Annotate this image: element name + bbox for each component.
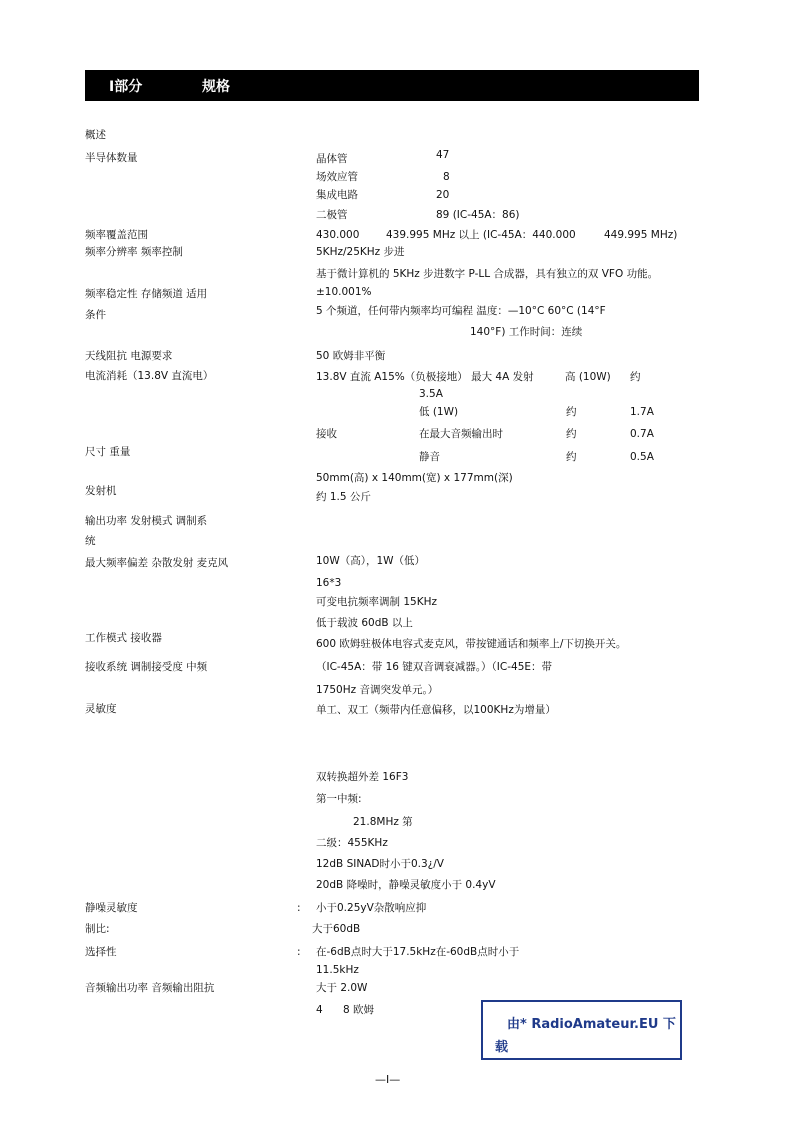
tx-low-value: 1.7A	[630, 406, 654, 418]
audio-impedance-a: 4	[316, 1004, 323, 1016]
diode-label: 二极管	[316, 209, 348, 221]
tx-spurious: 低于载波 60dB 以上	[316, 617, 413, 629]
rx-sensitivity-2: 20dB 降噪时，静噪灵敏度小于 0.4yV	[316, 879, 496, 891]
spec-label: 制比:	[85, 923, 110, 935]
rx-rejection-ratio: 大于60dB	[312, 923, 361, 935]
audio-impedance-b: 8 欧姆	[343, 1004, 375, 1016]
about-text: 约	[566, 451, 577, 463]
spec-label: 频率稳定性 存储频道 适用	[85, 288, 208, 300]
power-supply-value: 3.5A	[419, 388, 443, 400]
spec-label: 最大频率偏差 杂散发射 麦克风	[85, 557, 229, 569]
memory-channels-line2: 140°F) 工作时间：连续	[470, 326, 583, 338]
freq-range-mid: 439.995 MHz 以上 (IC-45A：440.000	[386, 229, 576, 241]
tx-output-power: 10W（高），1W（低）	[316, 555, 426, 567]
antenna-impedance: 50 欧姆非平衡	[316, 350, 386, 362]
rx-label: 接收	[316, 428, 337, 440]
spec-label: 工作模式 接收器	[85, 632, 162, 644]
section-title: 规格	[202, 79, 230, 95]
freq-control: 基于微计算机的 5KHz 步进数字 P-LL 合成器，具有独立的双 VFO 功能。	[316, 268, 659, 280]
tx-low-label: 低 (1W)	[419, 406, 459, 418]
memory-channels-line1: 5 个频道，任何带内频率均可编程 温度：—10°C 60°C (14°F	[316, 305, 606, 317]
ic-label: 集成电路	[316, 189, 358, 201]
ic-count: 20	[436, 189, 450, 201]
spec-label: 输出功率 发射模式 调制系	[85, 515, 208, 527]
spec-label: 概述	[85, 129, 106, 141]
spec-label: 尺寸 重量	[85, 446, 131, 458]
rx-sensitivity-1: 12dB SINAD时小于0.3¿/V	[316, 858, 444, 870]
spec-label: 统	[85, 535, 96, 547]
rx-squelch-value: 0.5A	[630, 451, 654, 463]
spec-label: 频率分辨率 频率控制	[85, 246, 183, 258]
rx-if1-value: 21.8MHz 第	[353, 816, 413, 828]
spec-label: 选择性	[85, 946, 117, 958]
spec-label: 接收系统 调制接受度 中频	[85, 661, 208, 673]
page-number: —I—	[375, 1073, 401, 1086]
tx-microphone: 600 欧姆驻极体电容式麦克风，带按键通话和频率上/下切换开关。	[316, 638, 627, 650]
spec-label: 静噪灵敏度	[85, 902, 138, 914]
freq-range-end: 449.995 MHz)	[604, 229, 678, 241]
tx-mode-line2: 1750Hz 音调突发单元。）	[316, 684, 439, 696]
transistor-count: 47	[436, 149, 450, 161]
tx-mode-line1: （IC-45A：带 16 键双音调衰减器。）（IC-45E：带	[316, 661, 553, 673]
colon: :	[297, 946, 301, 958]
diode-count: 89 (IC-45A：86)	[436, 209, 520, 221]
spec-label: 半导体数量	[85, 152, 138, 164]
audio-output-power: 大于 2.0W	[316, 982, 368, 994]
about-text: 约	[630, 371, 641, 383]
freq-stability: ±10.001%	[316, 286, 372, 298]
rx-squelch-label: 静音	[419, 451, 440, 463]
dimensions-size: 50mm(高) x 140mm(宽) x 177mm(深)	[316, 472, 513, 484]
freq-resolution: 5KHz/25KHz 步进	[316, 246, 405, 258]
stamp-line1: 由* RadioAmateur.EU 下	[507, 1017, 676, 1032]
section-part-label: Ⅰ部分	[109, 79, 143, 95]
transistor-label: 晶体管	[316, 153, 348, 165]
spec-label: 电流消耗（13.8V 直流电）	[85, 370, 214, 382]
tx-operating-mode: 单工、双工（频带内任意偏移，以100KHz为增量）	[316, 704, 556, 716]
about-text: 约	[566, 428, 577, 440]
fet-count: 8	[443, 171, 450, 183]
rx-squelch-sensitivity: 小于0.25yV杂散响应抑	[316, 902, 427, 914]
tx-modulation: 可变电抗频率调制 15KHz	[316, 596, 437, 608]
rx-selectivity-line1: 在-6dB点时大于17.5kHz在-60dB点时小于	[316, 946, 520, 958]
power-supply: 13.8V 直流 A15%（负极接地） 最大 4A 发射	[316, 371, 534, 383]
colon: :	[297, 902, 301, 914]
tx-high-label: 高 (10W)	[565, 371, 611, 383]
rx-max-value: 0.7A	[630, 428, 654, 440]
spec-label: 条件	[85, 309, 106, 321]
rx-selectivity-line2: 11.5kHz	[316, 964, 359, 976]
section-header-bar	[85, 70, 699, 101]
rx-system: 双转换超外差 16F3	[316, 771, 409, 783]
freq-range-start: 430.000	[316, 229, 360, 241]
rx-if1-label: 第一中频:	[316, 793, 362, 805]
download-source-stamp	[481, 1000, 682, 1060]
spec-label: 发射机	[85, 485, 117, 497]
stamp-line2: 载	[495, 1040, 509, 1055]
rx-if2: 二级：455KHz	[316, 837, 388, 849]
spec-label: 灵敏度	[85, 703, 117, 715]
spec-label: 音频输出功率 音频输出阻抗	[85, 982, 215, 994]
fet-label: 场效应管	[316, 171, 358, 183]
dimensions-weight: 约 1.5 公斤	[316, 491, 371, 503]
spec-label: 天线阻抗 电源要求	[85, 350, 173, 362]
rx-max-label: 在最大音频输出时	[419, 428, 503, 440]
spec-label: 频率覆盖范围	[85, 229, 148, 241]
about-text: 约	[566, 406, 577, 418]
tx-emission-mode: 16*3	[316, 577, 342, 589]
